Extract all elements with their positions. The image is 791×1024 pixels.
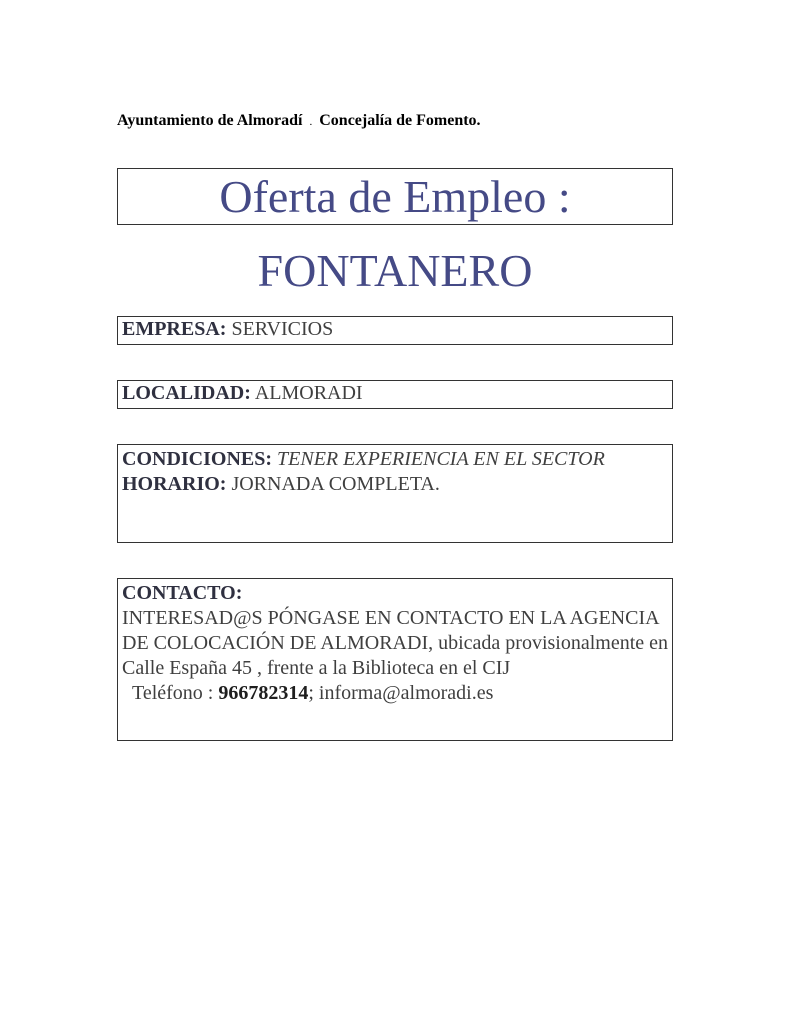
empresa-box bbox=[117, 316, 673, 345]
header-line bbox=[117, 112, 481, 130]
condiciones-value: TENER EXPERIENCIA EN EL SECTOR bbox=[277, 448, 605, 470]
offer-title: Oferta de Empleo : bbox=[219, 171, 571, 222]
horario-value: JORNADA COMPLETA. bbox=[231, 473, 440, 495]
email-address: informa@almoradi.es bbox=[318, 682, 494, 704]
title-box bbox=[117, 168, 673, 225]
phone-number: 966782314 bbox=[218, 682, 309, 704]
horario-label: HORARIO: bbox=[122, 473, 227, 495]
condiciones-line bbox=[122, 447, 672, 472]
localidad-value: ALMORADI bbox=[254, 382, 363, 404]
localidad-label: LOCALIDAD: bbox=[122, 382, 251, 404]
email-separator: ; bbox=[308, 682, 314, 704]
localidad-box bbox=[117, 380, 673, 409]
header-separator: . bbox=[309, 116, 313, 128]
phone-label: Teléfono : bbox=[132, 682, 214, 704]
condiciones-label: CONDICIONES: bbox=[122, 448, 273, 470]
phone-line bbox=[122, 681, 672, 706]
job-position: FONTANERO bbox=[257, 245, 533, 296]
condiciones-box bbox=[117, 444, 673, 543]
contacto-label: CONTACTO: bbox=[122, 582, 243, 604]
contacto-text: INTERESAD@S PÓNGASE EN CONTACTO EN LA AGENCIA DE COLOCACIÓN DE ALMORADI, ubicada provisionalmente en Calle España 45 , frente a la Biblioteca en el CIJ bbox=[122, 607, 669, 679]
contacto-box bbox=[117, 578, 673, 741]
department-name: Concejalía de Fomento. bbox=[319, 112, 481, 129]
empresa-label: EMPRESA: bbox=[122, 318, 227, 340]
organization-name: Ayuntamiento de Almoradí bbox=[117, 112, 303, 129]
horario-line bbox=[122, 472, 672, 497]
empresa-value: SERVICIOS bbox=[231, 318, 334, 340]
